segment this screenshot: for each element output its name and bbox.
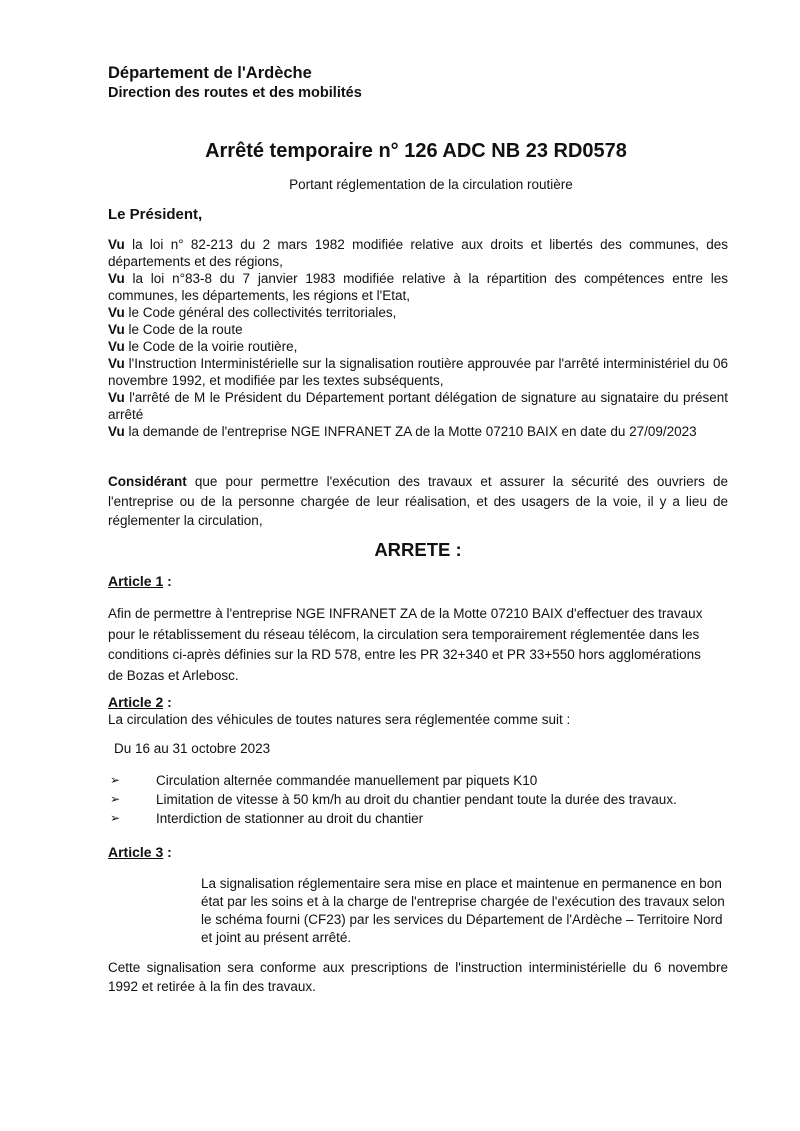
considerant-text: que pour permettre l'exécution des travaux et assurer la sécurité des ouvriers de l'entreprise ou de la personne chargée de leur réalisation, et des usagers de la voie, il y a lieu de réglementer la circulation, xyxy=(108,474,728,528)
article-2-date: Du 16 au 31 octobre 2023 xyxy=(114,741,271,756)
department-name: Département de l'Ardèche xyxy=(108,64,312,82)
article-1-heading xyxy=(108,573,172,589)
document-subtitle: Portant réglementation de la circulation routière xyxy=(289,177,573,192)
vu-item xyxy=(108,270,728,304)
arrow-bullet-icon: ➢ xyxy=(110,773,121,787)
vu-item xyxy=(108,338,728,355)
article-1-label: Article 1 xyxy=(108,573,164,589)
article-2-colon: : xyxy=(163,694,172,710)
document-title: Arrêté temporaire n° 126 ADC NB 23 RD0578 xyxy=(205,140,627,162)
arrete-heading: ARRETE : xyxy=(374,539,462,560)
list-item xyxy=(110,771,677,790)
vu-lead: Vu xyxy=(108,271,125,286)
vu-text: la loi n° 82-213 du 2 mars 1982 modifiée relative aux droits et libertés des communes, des départements et des régions, xyxy=(108,237,728,269)
final-paragraph: Cette signalisation sera conforme aux prescriptions de l'instruction interministérielle du 6 novembre 1992 et retirée à la fin des travaux. xyxy=(108,960,728,994)
article-2-text: La circulation des véhicules de toutes natures sera réglementée comme suit : xyxy=(108,712,571,727)
vu-list xyxy=(108,236,728,440)
article-2-label: Article 2 xyxy=(108,694,164,710)
vu-lead: Vu xyxy=(108,339,125,354)
vu-item xyxy=(108,304,728,321)
article-3-text: La signalisation réglementaire sera mise en place et maintenue en permanence en bon état par les soins et à la charge de l'entreprise chargée de l'exécution des travaux selon le schéma fourni (CF23) par les services du Département de l'Ardèche – Territoire Nord et joint au présent arrêté. xyxy=(201,876,725,945)
article-3-heading xyxy=(108,844,172,860)
list-item xyxy=(110,790,677,809)
vu-item xyxy=(108,321,728,338)
article-3-label: Article 3 xyxy=(108,844,164,860)
list-item xyxy=(110,809,677,828)
vu-lead: Vu xyxy=(108,356,125,371)
vu-item xyxy=(108,236,728,270)
vu-lead: Vu xyxy=(108,305,125,320)
vu-lead: Vu xyxy=(108,237,125,252)
vu-text: la demande de l'entreprise NGE INFRANET ZA de la Motte 07210 BAIX en date du 27/09/2023 xyxy=(124,424,697,439)
bullet-text: Interdiction de stationner au droit du chantier xyxy=(156,811,424,826)
bullet-text: Limitation de vitesse à 50 km/h au droit du chantier pendant toute la durée des travaux. xyxy=(156,792,677,807)
vu-text: le Code de la voirie routière, xyxy=(124,339,298,354)
article-2-bullets xyxy=(110,771,677,828)
arrow-bullet-icon: ➢ xyxy=(110,792,121,806)
considerant-lead: Considérant xyxy=(108,474,187,489)
article-1-colon: : xyxy=(163,573,172,589)
vu-text: l'Instruction Interministérielle sur la signalisation routière approuvée par l'arrêté interministériel du 06 novembre 1992, et modifiée par les textes subséquents, xyxy=(108,356,728,388)
vu-item xyxy=(108,355,728,389)
vu-lead: Vu xyxy=(108,424,125,439)
direction-name: Direction des routes et des mobilités xyxy=(108,85,362,101)
bullet-text: Circulation alternée commandée manuellement par piquets K10 xyxy=(156,773,538,788)
arrow-bullet-icon: ➢ xyxy=(110,811,121,825)
vu-text: la loi n°83-8 du 7 janvier 1983 modifiée relative à la répartition des compétences entre les communes, les départements, les régions et l'Etat, xyxy=(108,271,728,303)
article-2-heading xyxy=(108,694,172,710)
article-1-text: Afin de permettre à l'entreprise NGE INFRANET ZA de la Motte 07210 BAIX d'effectuer des travaux pour le rétablissement du réseau télécom, la circulation sera temporairement réglementée dans les conditions ci-après définies sur la RD 578, entre les PR 32+340 et PR 33+550 hors agglomérations de Bozas et Arlebosc. xyxy=(108,606,703,683)
vu-text: le Code de la route xyxy=(124,322,243,337)
considerant-paragraph xyxy=(108,472,728,531)
vu-lead: Vu xyxy=(108,390,125,405)
vu-text: l'arrêté de M le Président du Département portant délégation de signature au signataire du présent arrêté xyxy=(108,390,728,422)
article-3-colon: : xyxy=(163,844,172,860)
vu-lead: Vu xyxy=(108,322,125,337)
vu-text: le Code général des collectivités territoriales, xyxy=(124,305,397,320)
vu-item xyxy=(108,389,728,423)
president-heading: Le Président, xyxy=(108,206,203,223)
vu-item xyxy=(108,423,728,440)
